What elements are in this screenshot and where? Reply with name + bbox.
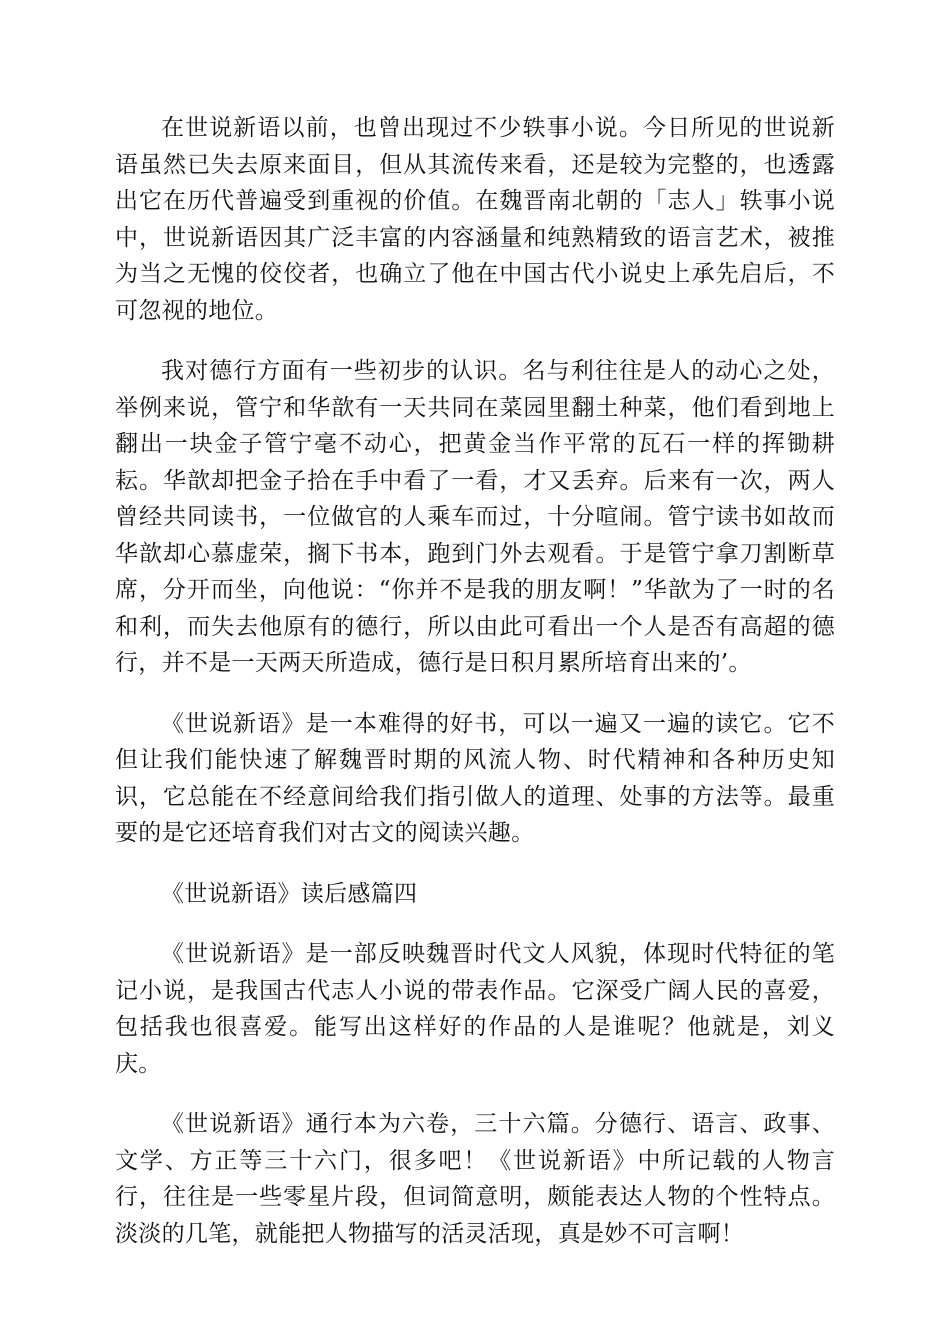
paragraph-good-book: 《世说新语》是一本难得的好书，可以一遍又一遍的读它。它不但让我们能快速了解魏晋时期的风流人物、时代精神和各种历史知识，它总能在不经意间给我们指引做人的道理、处事的方法等。最重要的是它还培育我们对古文的阅读兴趣。: [115, 710, 835, 846]
paragraph-dexing: 我对德行方面有一些初步的认识。名与利往往是人的动心之处，举例来说，管宁和华歆有一天共同在菜园里翻土种菜，他们看到地上翻出一块金子管宁毫不动心，把黄金当作平常的瓦石一样的挥锄耕耘。华歆却把金子拾在手中看了一看，才又丢弃。后来有一次，两人曾经共同读书，一位做官的人乘车而过，十分喧闹。管宁读书如故而华歆却心慕虚荣，搁下书本，跑到门外去观看。于是管宁拿刀割断草席，分开而坐，向他说：“你并不是我的朋友啊！”华歆为了一时的名和利，而失去他原有的德行，所以由此可看出一个人是否有高超的德行，并不是一天两天所造成，德行是日积月累所培育出来的’。: [115, 358, 835, 676]
paragraph-liu-yiqing: 《世说新语》是一部反映魏晋时代文人风貌，体现时代特征的笔记小说，是我国古代志人小说的带表作品。它深受广阔人民的喜爱，包括我也很喜爱。能写出这样好的作品的人是谁呢？他就是，刘义庆。: [115, 941, 835, 1077]
paragraph-volumes: 《世说新语》通行本为六卷，三十六篇。分德行、语言、政事、文学、方正等三十六门，很多吧！《世说新语》中所记载的人物言行，往往是一些零星片段，但词简意明，颇能表达人物的个性特点。淡淡的几笔，就能把人物描写的活灵活现，真是妙不可言啊！: [115, 1111, 835, 1247]
document-page: [115, 110, 835, 1276]
section-heading: 《世说新语》读后感篇四: [161, 880, 418, 907]
paragraph-shishuo-intro: 在世说新语以前，也曾出现过不少轶事小说。今日所见的世说新语虽然已失去原来面目，但从其流传来看，还是较为完整的，也透露出它在历代普遍受到重视的价值。在魏晋南北朝的「志人」轶事小说中，世说新语因其广泛丰富的内容涵量和纯熟精致的语言艺术，被推为当之无愧的佼佼者，也确立了他在中国古代小说史上承先启后，不可忽视的地位。: [115, 115, 835, 324]
